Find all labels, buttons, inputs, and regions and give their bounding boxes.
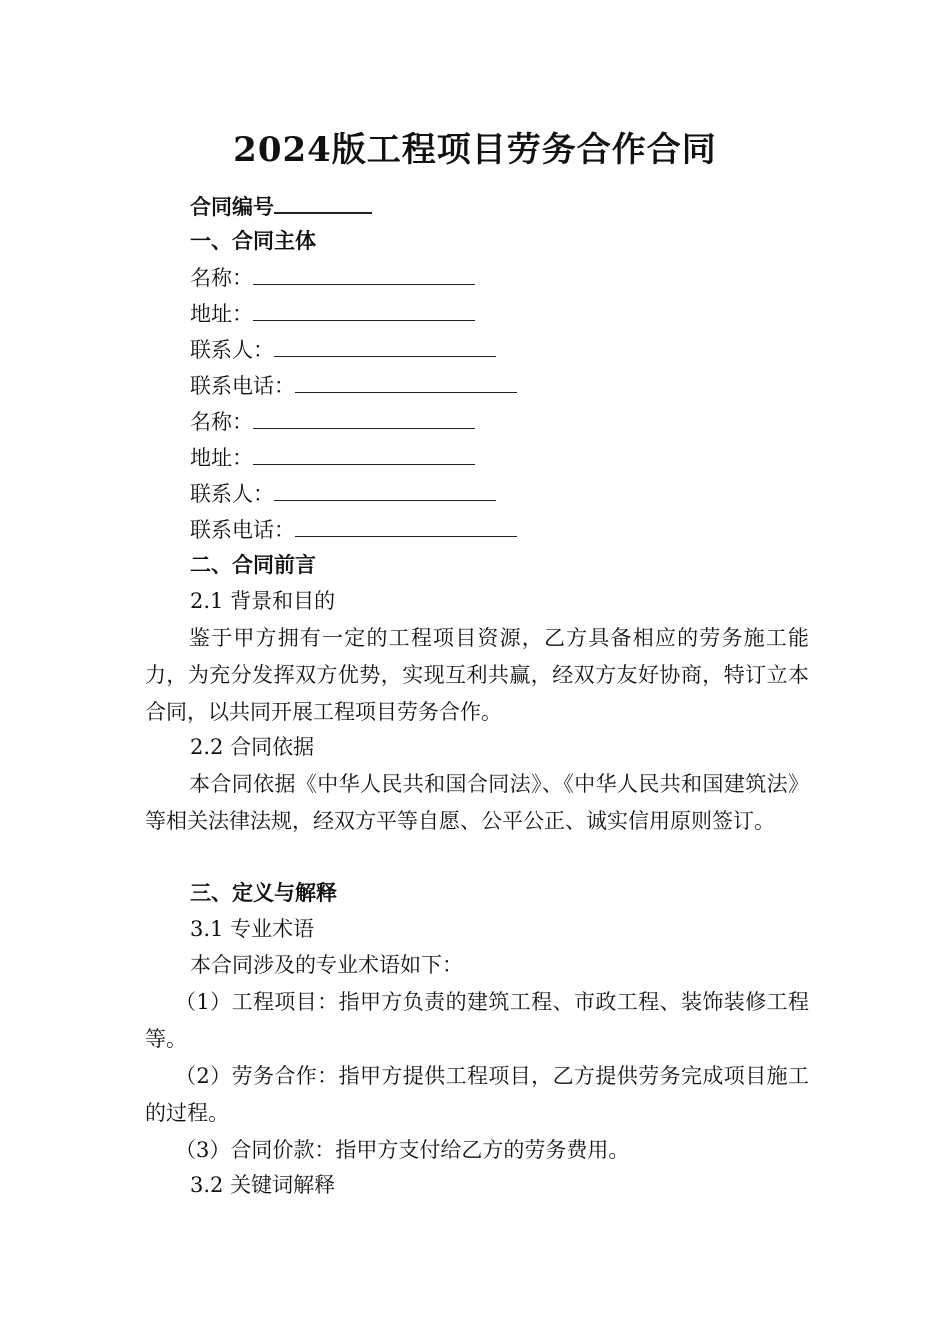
contract-number-line bbox=[190, 190, 372, 222]
party-b-contact-blank[interactable] bbox=[274, 478, 496, 501]
party-a-contact-blank[interactable] bbox=[274, 334, 496, 357]
section-3-1-intro: 本合同涉及的专业术语如下： bbox=[190, 953, 463, 977]
party-b-name-label: 名称： bbox=[190, 410, 253, 434]
section-3-1-heading: 3.1 专业术语 bbox=[190, 917, 315, 941]
contract-number-blank[interactable] bbox=[274, 190, 372, 214]
term-item-2: （2）劳务合作：指甲方提供工程项目，乙方提供劳务完成项目施工的过程。 bbox=[145, 1064, 809, 1125]
section-3-heading: 三、定义与解释 bbox=[190, 880, 337, 905]
party-b-contact-label: 联系人： bbox=[190, 482, 274, 506]
party-b-address-label: 地址： bbox=[190, 446, 253, 470]
party-a-address-line bbox=[190, 298, 475, 329]
section-2-heading: 二、合同前言 bbox=[190, 552, 316, 577]
party-b-phone-line bbox=[190, 514, 517, 545]
term-item-3: （3）合同价款：指甲方支付给乙方的劳务费用。 bbox=[175, 1138, 630, 1162]
party-a-name-label: 名称： bbox=[190, 266, 253, 290]
party-b-address-blank[interactable] bbox=[253, 442, 475, 465]
section-1-heading: 一、合同主体 bbox=[190, 228, 316, 253]
party-b-address-line bbox=[190, 442, 475, 473]
party-a-contact-line bbox=[190, 334, 496, 365]
section-2-1-paragraph: 鉴于甲方拥有一定的工程项目资源，乙方具备相应的劳务施工能力，为充分发挥双方优势，实现互利共赢，经双方友好协商，特订立本合同，以共同开展工程项目劳务合作。 bbox=[145, 626, 809, 724]
party-b-name-blank[interactable] bbox=[253, 406, 475, 429]
contract-number-label: 合同编号 bbox=[190, 194, 274, 219]
party-a-phone-label: 联系电话： bbox=[190, 374, 295, 398]
term-item-1: （1）工程项目：指甲方负责的建筑工程、市政工程、装饰装修工程等。 bbox=[145, 990, 809, 1051]
party-b-phone-label: 联系电话： bbox=[190, 518, 295, 542]
party-a-address-label: 地址： bbox=[190, 302, 253, 326]
party-b-name-line bbox=[190, 406, 475, 437]
party-a-phone-line bbox=[190, 370, 517, 401]
section-3-2-heading: 3.2 关键词解释 bbox=[190, 1173, 336, 1197]
section-2-2-paragraph: 本合同依据《中华人民共和国合同法》、《中华人民共和国建筑法》等相关法律法规，经双方平等自愿、公平公正、诚实信用原则签订。 bbox=[145, 772, 809, 833]
section-2-2-heading: 2.2 合同依据 bbox=[190, 735, 315, 759]
party-a-name-blank[interactable] bbox=[253, 262, 475, 285]
party-a-address-blank[interactable] bbox=[253, 298, 475, 321]
party-a-phone-blank[interactable] bbox=[295, 370, 517, 393]
party-a-contact-label: 联系人： bbox=[190, 338, 274, 362]
party-b-phone-blank[interactable] bbox=[295, 514, 517, 537]
party-a-name-line bbox=[190, 262, 475, 293]
party-b-contact-line bbox=[190, 478, 496, 509]
document-title: 2024版工程项目劳务合作合同 bbox=[233, 130, 717, 170]
section-2-1-heading: 2.1 背景和目的 bbox=[190, 589, 336, 613]
